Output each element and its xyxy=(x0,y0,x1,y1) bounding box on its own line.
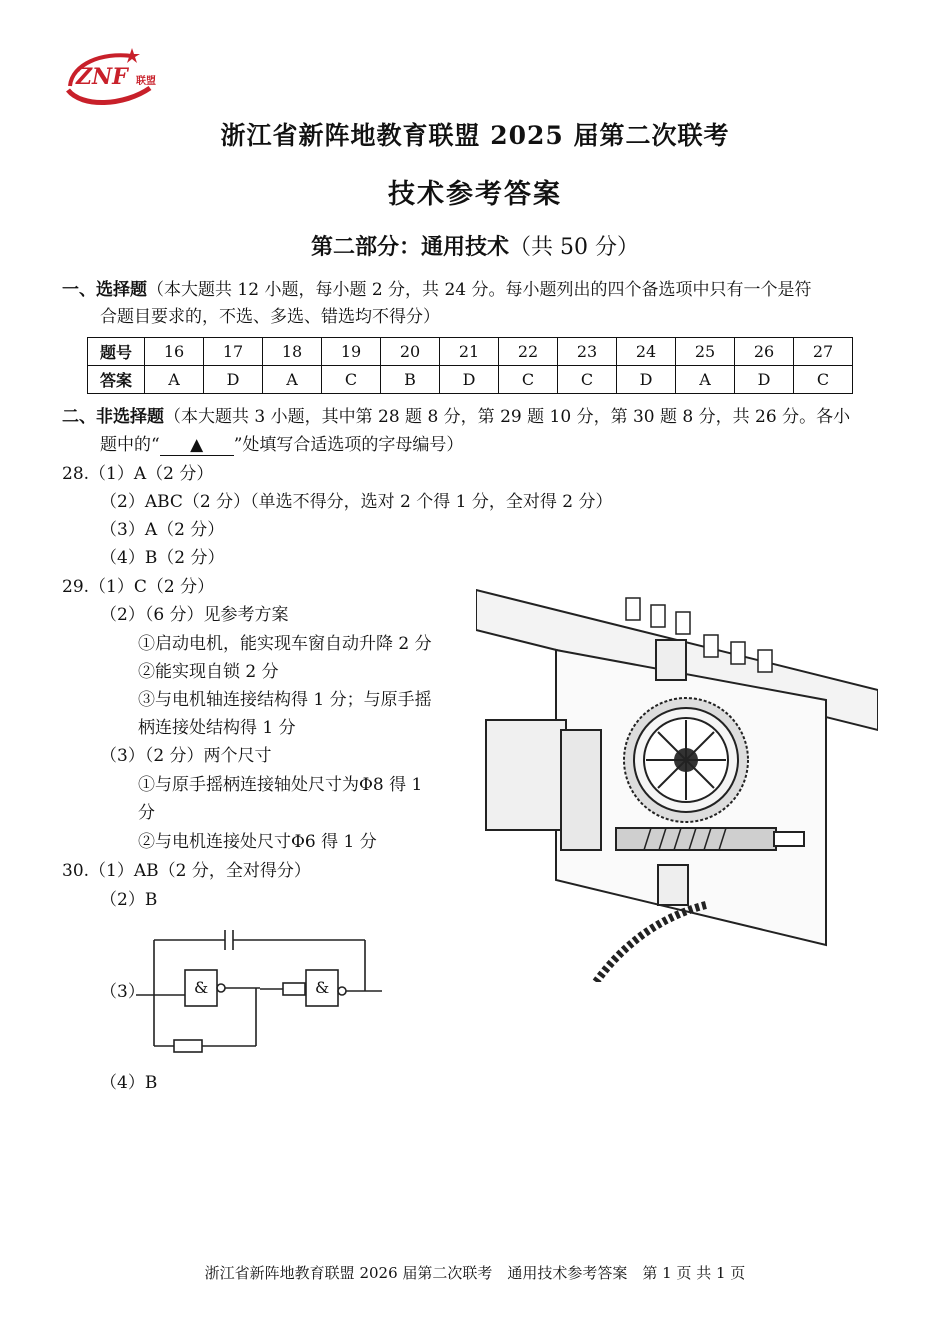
page-footer: 浙江省新阵地教育联盟 2026 届第二次联考 通用技术参考答案 第 1 页 共 1 页 xyxy=(204,1264,746,1282)
gate-2-symbol: & xyxy=(315,978,330,997)
part-heading-score: （共 50 分） xyxy=(509,235,639,260)
q28-answer-2: （2）ABC（2 分）（单选不得分，选对 2 个得 1 分，全对得 2 分） xyxy=(100,492,613,512)
table-row-answers xyxy=(88,366,853,394)
table-row-numbers xyxy=(88,338,853,366)
circuit-diagram xyxy=(130,920,390,1060)
q29-answer-3: （3）（2 分）两个尺寸 xyxy=(100,746,272,766)
table-cell: A xyxy=(145,366,204,394)
window-lift-mechanism-illustration xyxy=(476,580,878,982)
section1-head: 一、选择题 xyxy=(62,280,147,300)
section2-line1 xyxy=(62,403,850,431)
q29-answer-2-i: ①启动电机，能实现车窗自动升降 2 分 xyxy=(138,634,432,654)
table-cell: A xyxy=(263,366,322,394)
answer-blank: ▲ xyxy=(160,435,234,456)
section2-desc1: （本大题共 3 小题，其中第 28 题 8 分，第 29 题 10 分，第 30 题 8 分，共 26 分。各小 xyxy=(164,407,851,427)
section2-desc2-post: ”处填写合适选项的字母编号） xyxy=(233,435,464,455)
gate-1-symbol: & xyxy=(194,978,209,997)
q29-answer-1: 29.（1）C（2 分） xyxy=(62,577,215,597)
table-cell: D xyxy=(617,366,676,394)
table-cell: C xyxy=(794,366,853,394)
table-cell: C xyxy=(322,366,381,394)
section2-desc2-pre: 题中的“ xyxy=(100,435,160,455)
logo-text: ZNF xyxy=(76,64,128,90)
table-cell: 16 xyxy=(145,338,204,366)
part-heading-bold: 第二部分：通用技术 xyxy=(311,234,510,260)
q29-answer-2: （2）（6 分）见参考方案 xyxy=(100,605,289,625)
answer-table xyxy=(87,337,853,394)
section1-desc2: 合题目要求的，不选、多选、错选均不得分） xyxy=(100,307,440,327)
table-cell: B xyxy=(381,366,440,394)
table-header-answer: 答案 xyxy=(88,366,145,394)
logo-sub: 联盟 xyxy=(136,76,156,87)
table-cell: 21 xyxy=(440,338,499,366)
table-cell: 19 xyxy=(322,338,381,366)
q30-answer-3: （3） xyxy=(100,982,145,1002)
section1-desc1: （本大题共 12 小题，每小题 2 分，共 24 分。每小题列出的四个备选项中只有一个是符 xyxy=(147,280,812,300)
q29-answer-3-ii: ②与电机连接处尺寸Φ6 得 1 分 xyxy=(138,832,377,852)
table-cell: 17 xyxy=(204,338,263,366)
q30-answer-2: （2）B xyxy=(100,890,158,910)
exam-title: 浙江省新阵地教育联盟 2025 届第二次联考 xyxy=(220,121,730,150)
q29-answer-2-iii-1: ③与电机轴连接结构得 1 分；与原手摇 xyxy=(138,690,432,710)
answer-subtitle: 技术参考答案 xyxy=(388,179,562,210)
table-cell: A xyxy=(676,366,735,394)
q30-answer-4: （4）B xyxy=(100,1073,158,1093)
q30-answer-1: 30.（1）AB（2 分，全对得分） xyxy=(62,861,311,881)
q29-answer-3-i-2: 分 xyxy=(138,803,155,823)
table-cell: 24 xyxy=(617,338,676,366)
znf-alliance-logo xyxy=(62,46,162,108)
table-cell: 20 xyxy=(381,338,440,366)
table-cell: 27 xyxy=(794,338,853,366)
section2-head: 二、非选择题 xyxy=(62,407,164,427)
table-cell: C xyxy=(499,366,558,394)
table-cell: 23 xyxy=(558,338,617,366)
q28-answer-3: （3）A（2 分） xyxy=(100,520,225,540)
table-cell: 18 xyxy=(263,338,322,366)
table-header-number: 题号 xyxy=(88,338,145,366)
q29-answer-3-i-1: ①与原手摇柄连接轴处尺寸为Φ8 得 1 xyxy=(138,775,423,795)
q28-answer-4: （4）B（2 分） xyxy=(100,548,225,568)
table-cell: 25 xyxy=(676,338,735,366)
table-cell: D xyxy=(735,366,794,394)
q29-answer-2-iii-2: 柄连接处结构得 1 分 xyxy=(138,718,296,738)
section2-line2 xyxy=(100,431,463,459)
q29-answer-2-ii: ②能实现自锁 2 分 xyxy=(138,662,279,682)
q28-answer-1: 28.（1）A（2 分） xyxy=(62,464,214,484)
table-cell: D xyxy=(204,366,263,394)
section1-line1 xyxy=(62,276,812,304)
part-heading xyxy=(0,230,950,261)
table-cell: 22 xyxy=(499,338,558,366)
table-cell: 26 xyxy=(735,338,794,366)
table-cell: D xyxy=(440,366,499,394)
table-cell: C xyxy=(558,366,617,394)
